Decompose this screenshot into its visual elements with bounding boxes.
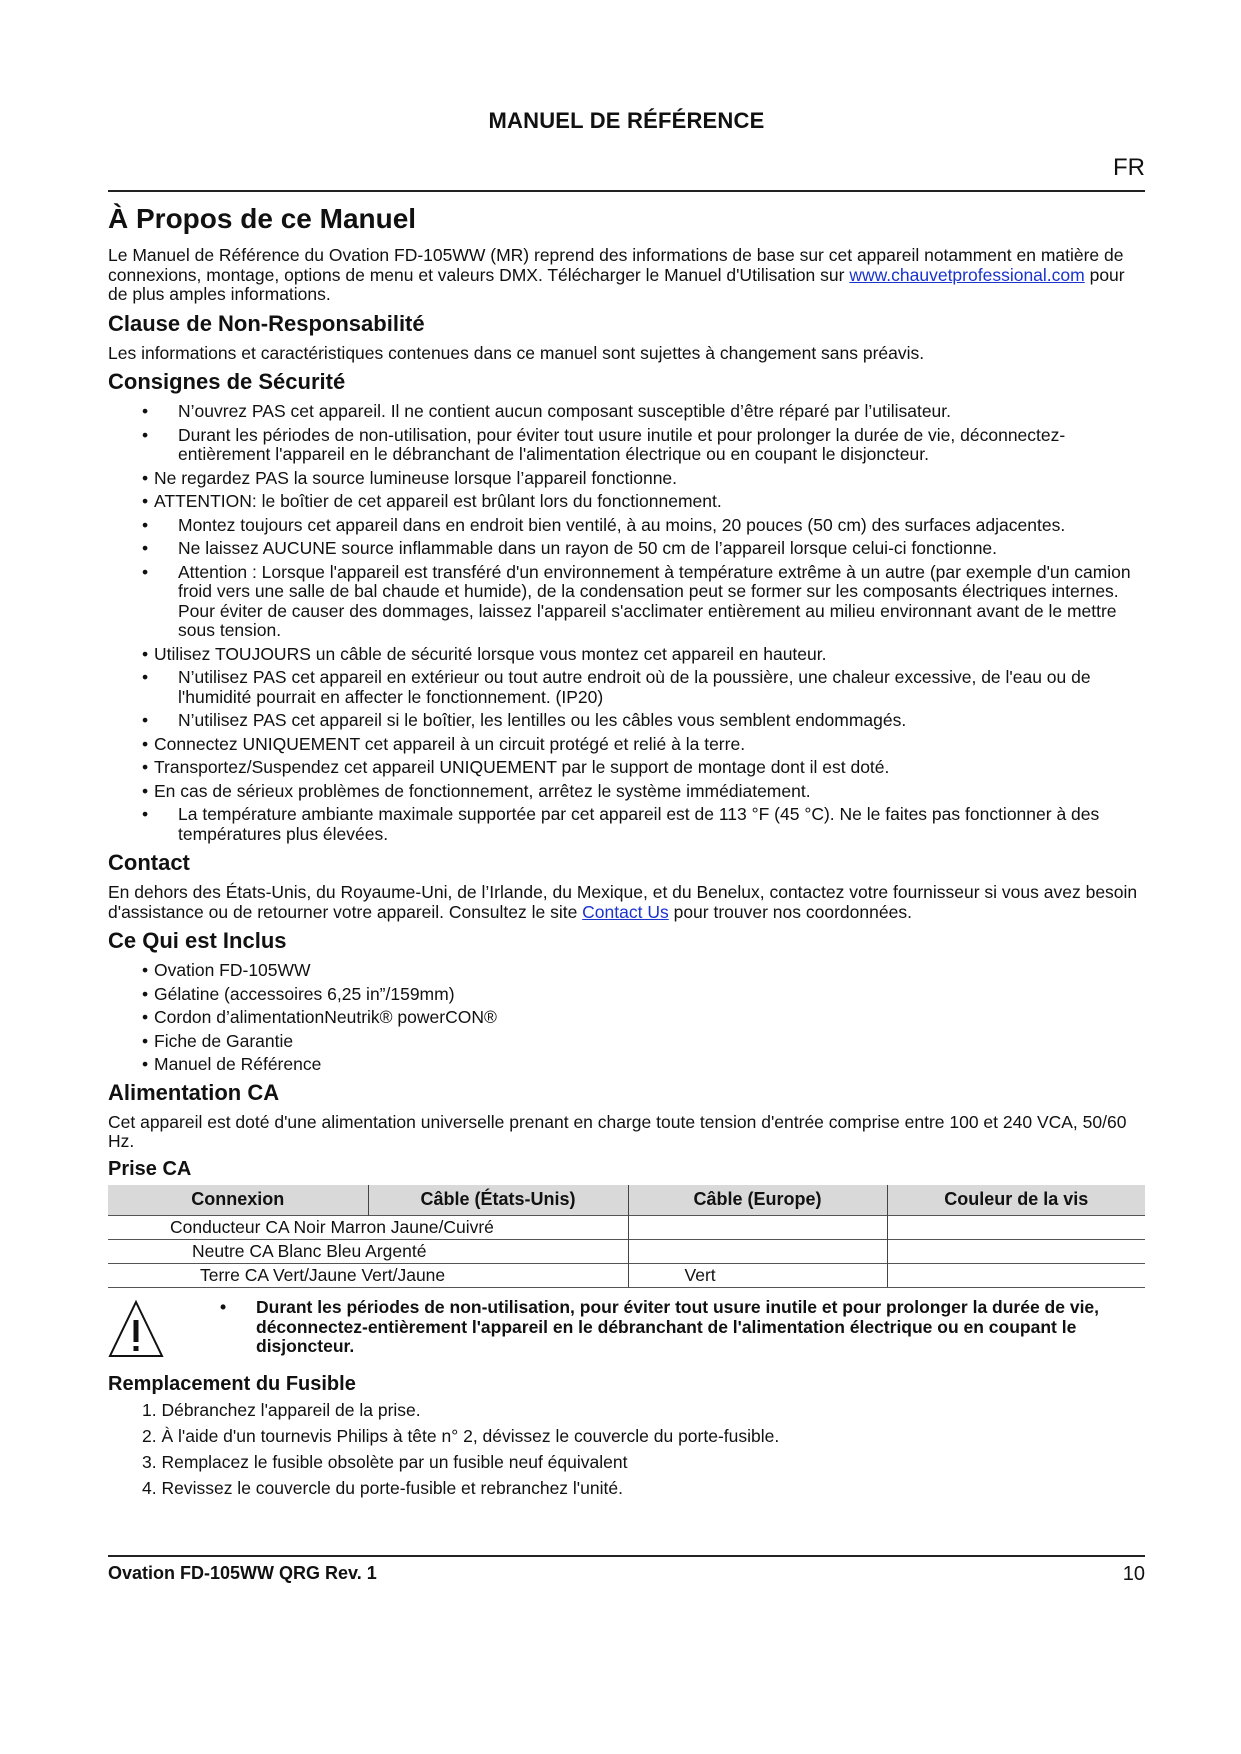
safety-list — [108, 402, 1145, 844]
safety-item: • N’ouvrez PAS cet appareil. Il ne contient aucun composant susceptible d’être réparé par l’utilisateur. — [108, 402, 1145, 422]
column-header: Câble (Europe) — [628, 1185, 887, 1216]
disclaimer-heading: Clause de Non-Responsabilité — [108, 310, 425, 336]
table-cell — [887, 1264, 1145, 1288]
warning-body: Durant les périodes de non-utilisation, pour éviter tout usure inutile et pour prolonger la durée de vie, déconnectez-entièrement l'appareil en le débranchant de l'alimentation électrique ou en coupant le disjoncteur. — [256, 1297, 1100, 1356]
column-header: Câble (États-Unis) — [368, 1185, 628, 1216]
warning-bullet: • — [220, 1297, 227, 1317]
document-title: MANUEL DE RÉFÉRENCE — [488, 108, 765, 133]
table-cell: Terre CA Vert/Jaune Vert/Jaune — [108, 1264, 628, 1288]
safety-heading: Consignes de Sécurité — [108, 369, 346, 394]
included-list — [108, 961, 1145, 1075]
fuse-step: 1. Débranchez l'appareil de la prise. — [142, 1400, 421, 1420]
fuse-step: 4. Revissez le couvercle du porte-fusible et rebranchez l'unité. — [142, 1478, 623, 1498]
column-header: Couleur de la vis — [887, 1185, 1145, 1216]
safety-item: • Montez toujours cet appareil dans en endroit bien ventilé, à au moins, 20 pouces (50 cm) des surfaces adjacentes. — [108, 516, 1145, 536]
safety-item — [108, 645, 1145, 665]
table-cell: Vert — [628, 1264, 887, 1288]
safety-item: • Durant les périodes de non-utilisation, pour éviter tout usure inutile et pour prolonger la durée de vie, déconnectez-entièrement l'appareil en le débranchant de l'alimentation électrique ou en coupant le disjoncteur. — [108, 426, 1145, 465]
table-header-row — [108, 1185, 1145, 1216]
safety-item — [108, 469, 1145, 489]
safety-item: • N’utilisez PAS cet appareil en extérieur ou tout autre endroit où de la poussière, une chaleur excessive, de l'eau ou de l'humidité pourrait en affecter le fonctionnement. (IP20) — [108, 668, 1145, 707]
power-text: Cet appareil est doté d'une alimentation universelle prenant en charge toute tension d'entrée comprise entre 100 et 240 VCA, 50/60 Hz. — [108, 1111, 1127, 1151]
included-item: • Fiche de Garantie — [108, 1032, 1145, 1052]
plug-heading: Prise CA — [108, 1157, 192, 1180]
page — [108, 0, 1145, 1754]
fuse-heading: Remplacement du Fusible — [108, 1373, 356, 1395]
table-row — [108, 1240, 1145, 1264]
safety-item: • La température ambiante maximale supportée par cet appareil est de 113 °F (45 °C). Ne le faites pas fonctionner à des températures plus élevées. — [108, 805, 1145, 844]
website-link[interactable]: www.chauvetprofessional.com — [849, 264, 1085, 285]
table-row — [108, 1216, 1145, 1240]
column-header: Connexion — [108, 1185, 368, 1216]
contact-heading: Contact — [108, 850, 190, 875]
table-cell: Conducteur CA Noir Marron Jaune/Cuivré — [108, 1216, 628, 1240]
safety-item-text: ATTENTION: le boîtier de cet appareil est brûlant lors du fonctionnement. — [154, 491, 722, 511]
safety-item: • Attention : Lorsque l'appareil est transféré d'un environnement à température extrême à un autre (par exemple d'un camion froid vers une salle de bal chaude et humide), de la condensation peut se former sur les composants électriques internes. Pour éviter de causer des dommages, laissez l'appareil s'acclimater entièrement au milieu environnant avant de le mettre sous tension. — [108, 563, 1145, 641]
warning-box — [108, 1298, 1145, 1370]
footer-title: Ovation FD-105WW QRG Rev. 1 — [108, 1563, 377, 1583]
contact-text-2: pour trouver nos coordonnées. — [668, 901, 912, 922]
about-text-2: pour de plus amples informations. — [108, 264, 1125, 304]
disclaimer-text: Les informations et caractéristiques contenues dans ce manuel sont sujettes à changement sans préavis. — [108, 342, 925, 363]
included-heading: Ce Qui est Inclus — [108, 928, 287, 953]
power-heading: Alimentation CA — [108, 1079, 280, 1105]
included-item: • Gélatine (accessoires 6,25 in”/159mm) — [108, 985, 1145, 1005]
plug-table — [108, 1185, 1145, 1289]
contact-text — [108, 883, 1145, 922]
fuse-steps — [108, 1400, 1145, 1498]
language-code: FR — [1113, 154, 1145, 181]
table-cell — [887, 1216, 1145, 1240]
about-text-1: Le Manuel de Référence du Ovation FD-105WW (MR) reprend des informations de base sur cet appareil notamment en matière de connexions, montage, options de menu et valeurs DMX. Télécharger le Manuel d'Utilisation sur — [108, 245, 1124, 285]
safety-item — [108, 758, 1145, 778]
footer-rule — [108, 1555, 1145, 1557]
safety-item: • N’utilisez PAS cet appareil si le boîtier, les lentilles ou les câbles vous semblent endommagés. — [108, 711, 1145, 731]
table-row — [108, 1264, 1145, 1288]
about-heading: À Propos de ce Manuel — [108, 203, 417, 234]
fuse-step: 3. Remplacez le fusible obsolète par un fusible neuf équivalent — [142, 1452, 628, 1472]
content — [108, 200, 1145, 1504]
included-item: • Cordon d’alimentationNeutrik® powerCON® — [108, 1008, 1145, 1028]
included-item: • Ovation FD-105WW — [108, 961, 1145, 981]
about-text — [108, 246, 1145, 305]
table-cell: Neutre CA Blanc Bleu Argenté — [108, 1240, 628, 1264]
safety-item-text: Ne regardez PAS la source lumineuse lorsque l’appareil fonctionne. — [154, 467, 678, 488]
table-cell — [628, 1240, 887, 1264]
included-item: • Manuel de Référence — [108, 1055, 1145, 1075]
fuse-step: 2. À l'aide d'un tournevis Philips à tête n° 2, dévissez le couvercle du porte-fusible. — [142, 1426, 780, 1446]
contact-text-1: En dehors des États-Unis, du Royaume-Uni, de l’Irlande, du Mexique, et du Benelux, contactez votre fournisseur si vous avez besoin d'assistance ou de retourner votre appareil. Consultez le site — [108, 882, 1138, 922]
page-number: 10 — [1122, 1563, 1145, 1585]
safety-item: • Ne laissez AUCUNE source inflammable dans un rayon de 50 cm de l’appareil lorsque celui-ci fonctionne. — [108, 539, 1145, 559]
warning-triangle-icon — [108, 1300, 164, 1358]
table-cell — [887, 1240, 1145, 1264]
safety-item — [108, 492, 1145, 512]
contact-us-link[interactable]: Contact Us — [582, 901, 669, 922]
safety-item — [108, 782, 1145, 802]
safety-item — [108, 735, 1145, 755]
safety-item-text: Utilisez TOUJOURS un câble de sécurité lorsque vous montez cet appareil en hauteur. — [154, 643, 827, 664]
warning-text — [220, 1298, 1120, 1357]
table-cell — [628, 1216, 887, 1240]
safety-item-text: Connectez UNIQUEMENT cet appareil à un circuit protégé et relié à la terre. — [154, 733, 746, 754]
header-rule — [108, 190, 1145, 192]
safety-item-text: En cas de sérieux problèmes de fonctionnement, arrêtez le système immédiatement. — [154, 780, 811, 801]
safety-item-text: Transportez/Suspendez cet appareil UNIQUEMENT par le support de montage dont il est doté. — [154, 757, 890, 777]
